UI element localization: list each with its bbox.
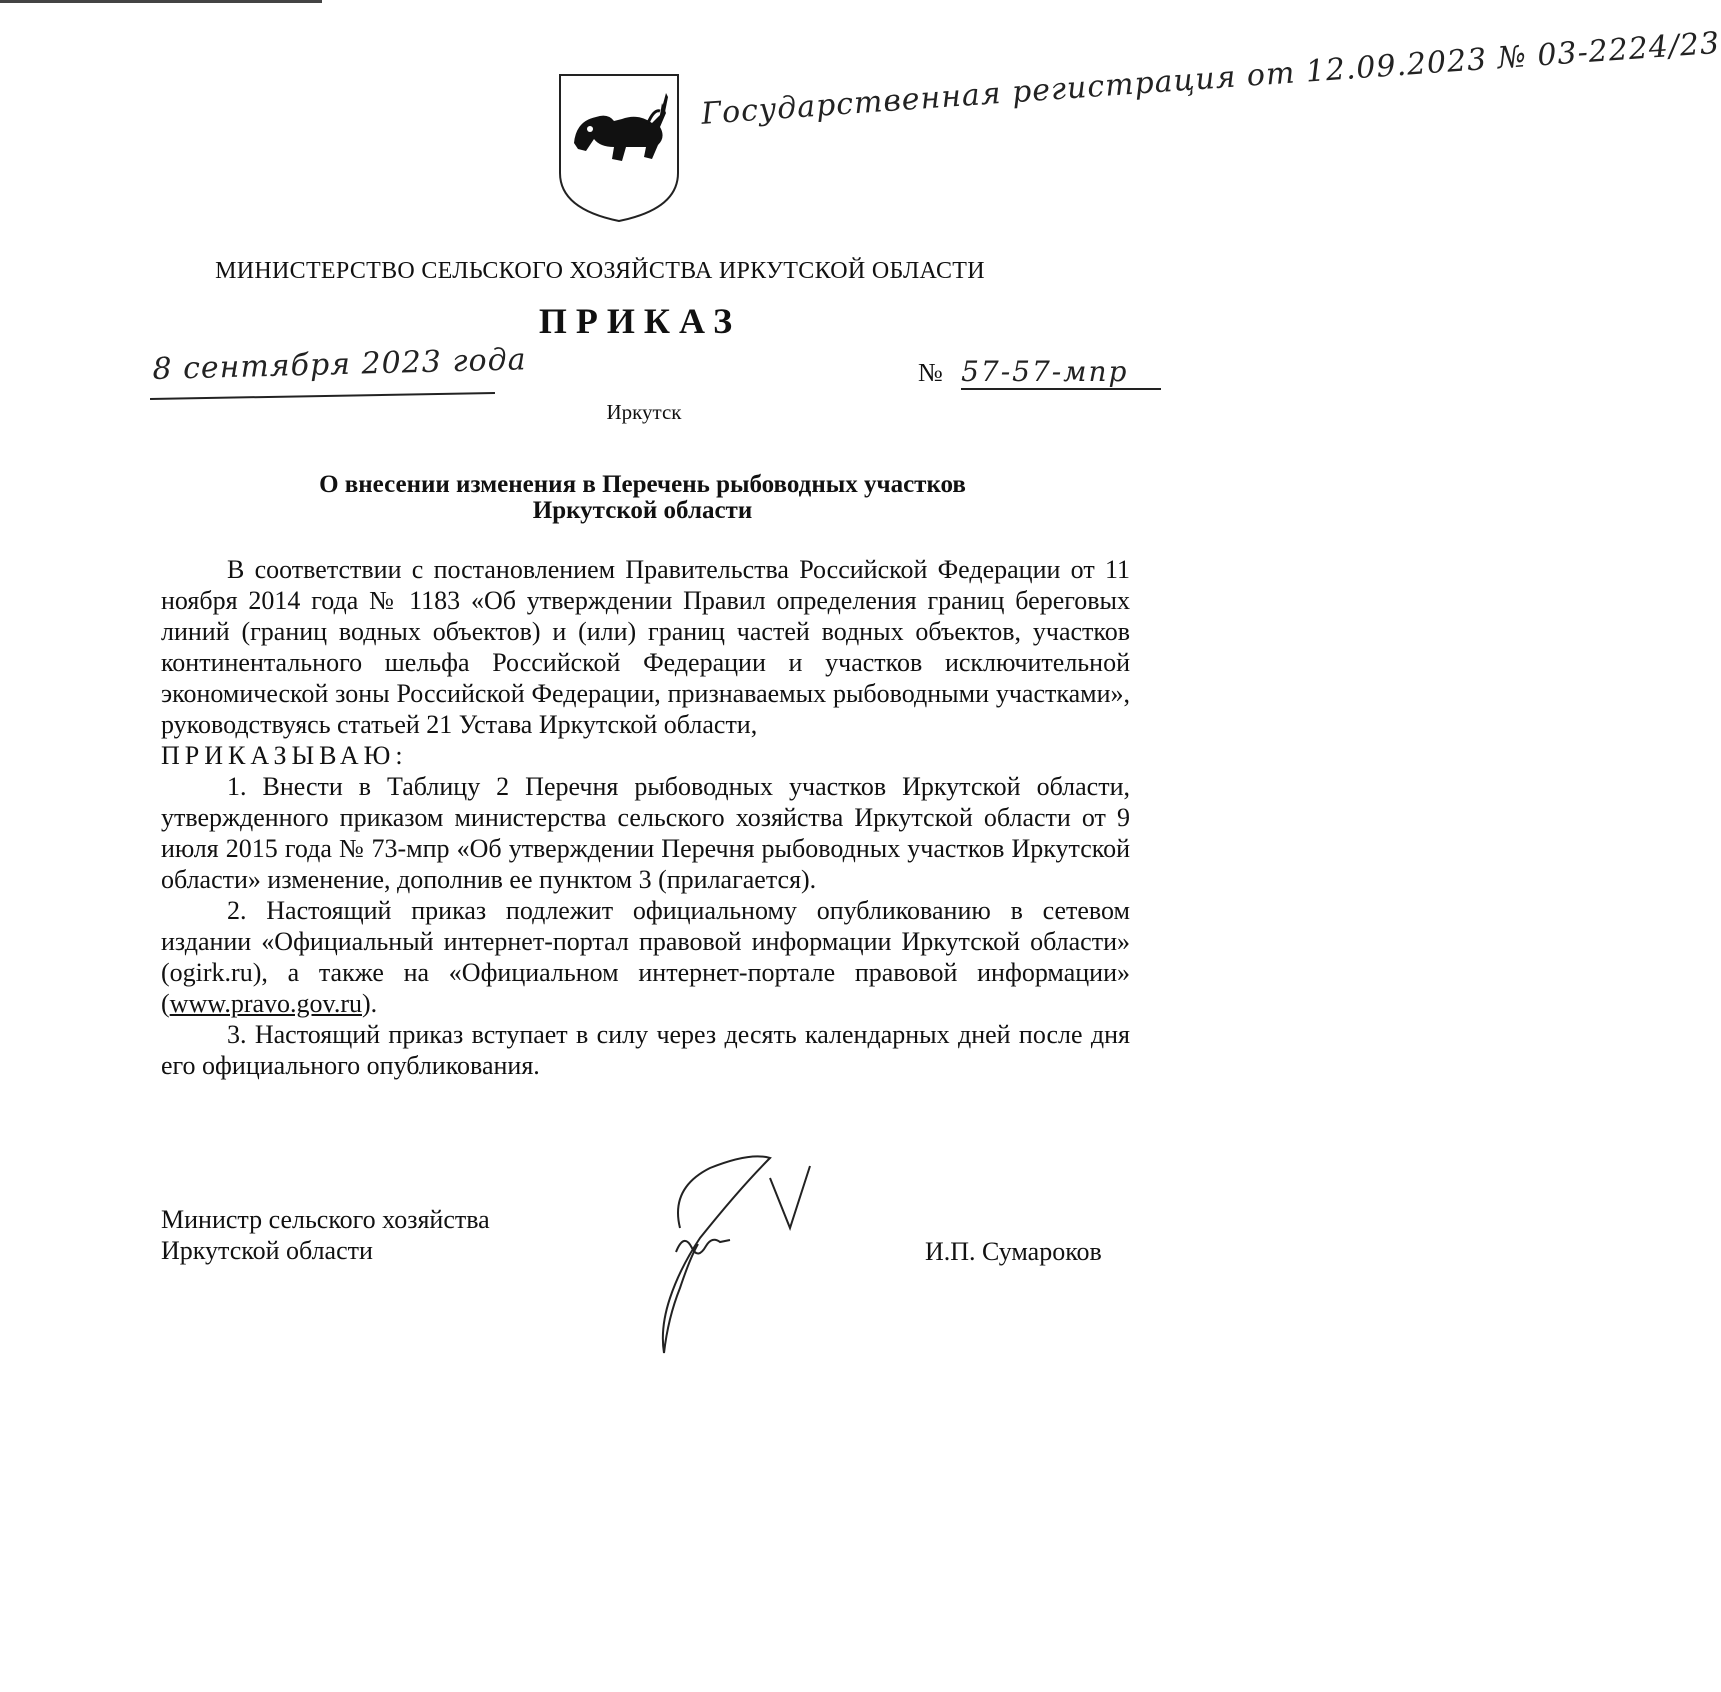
order-verb: ПРИКАЗЫВАЮ:	[161, 741, 408, 770]
subject-line-1: О внесении изменения в Перечень рыбоводных участков	[319, 471, 966, 498]
item-2-paragraph	[161, 895, 1130, 1019]
signer-name: И.П. Сумароков	[925, 1237, 1102, 1266]
order-number: 57-57-мпр	[961, 355, 1161, 390]
scan-edge-line	[0, 0, 322, 3]
document-body	[161, 554, 1130, 1081]
handwritten-signature	[640, 1148, 840, 1358]
document-type-heading: ПРИКАЗ	[538, 301, 742, 341]
order-date-underline	[150, 392, 495, 400]
preamble-paragraph: В соответствии с постановлением Правительства Российской Федерации от 11 ноября 2014 года № 1183 «Об утверждении Правил определения границ береговых линий (границ водных объектов) и (или) границ частей водных объектов, участков континентального шельфа Российской Федерации и участков исключительной экономической зоны Российской Федерации, признаваемых рыбоводными участками», руководствуясь статьей 21 Устава Иркутской области,	[161, 555, 1130, 739]
item-2-text: 2. Настоящий приказ подлежит официальному опубликованию в сетевом издании «Официальный интернет-портал правовой информации Иркутской области» (ogirk.ru), а также на «Официальном интернет-портале правовой информации» (	[161, 896, 1130, 1018]
pravo-gov-link[interactable]: www.pravo.gov.ru	[169, 989, 362, 1018]
number-sign: №	[918, 358, 943, 387]
order-number-block	[918, 355, 1161, 390]
item-1-paragraph: 1. Внести в Таблицу 2 Перечня рыбоводных участков Иркутской области, утвержденного приказом министерства сельского хозяйства Иркутской области от 9 июля 2015 года № 73-мпр «Об утверждении Перечня рыбоводных участков Иркутской области» изменение, дополнив ее пунктом 3 (прилагается).	[161, 772, 1130, 894]
item-3-paragraph: 3. Настоящий приказ вступает в силу через десять календарных дней после дня его официального опубликования.	[161, 1020, 1130, 1080]
city: Иркутск	[606, 400, 682, 424]
signer-position-line-1: Министр сельского хозяйства	[161, 1205, 490, 1234]
registration-note: Государственная регистрация от 12.09.2023 № 03-2224/23	[700, 25, 1721, 132]
signer-position-line-2: Иркутской области	[161, 1236, 373, 1265]
ministry-name: МИНИСТЕРСТВО СЕЛЬСКОГО ХОЗЯЙСТВА ИРКУТСКОЙ ОБЛАСТИ	[215, 258, 985, 284]
subject-line-2: Иркутской области	[532, 497, 753, 524]
item-2-tail: ).	[361, 989, 378, 1018]
irkutsk-coat-of-arms-emblem	[556, 73, 682, 223]
document-subject	[150, 472, 1135, 524]
order-date: 8 сентября 2023 года	[152, 342, 527, 387]
signer-position	[161, 1204, 490, 1266]
